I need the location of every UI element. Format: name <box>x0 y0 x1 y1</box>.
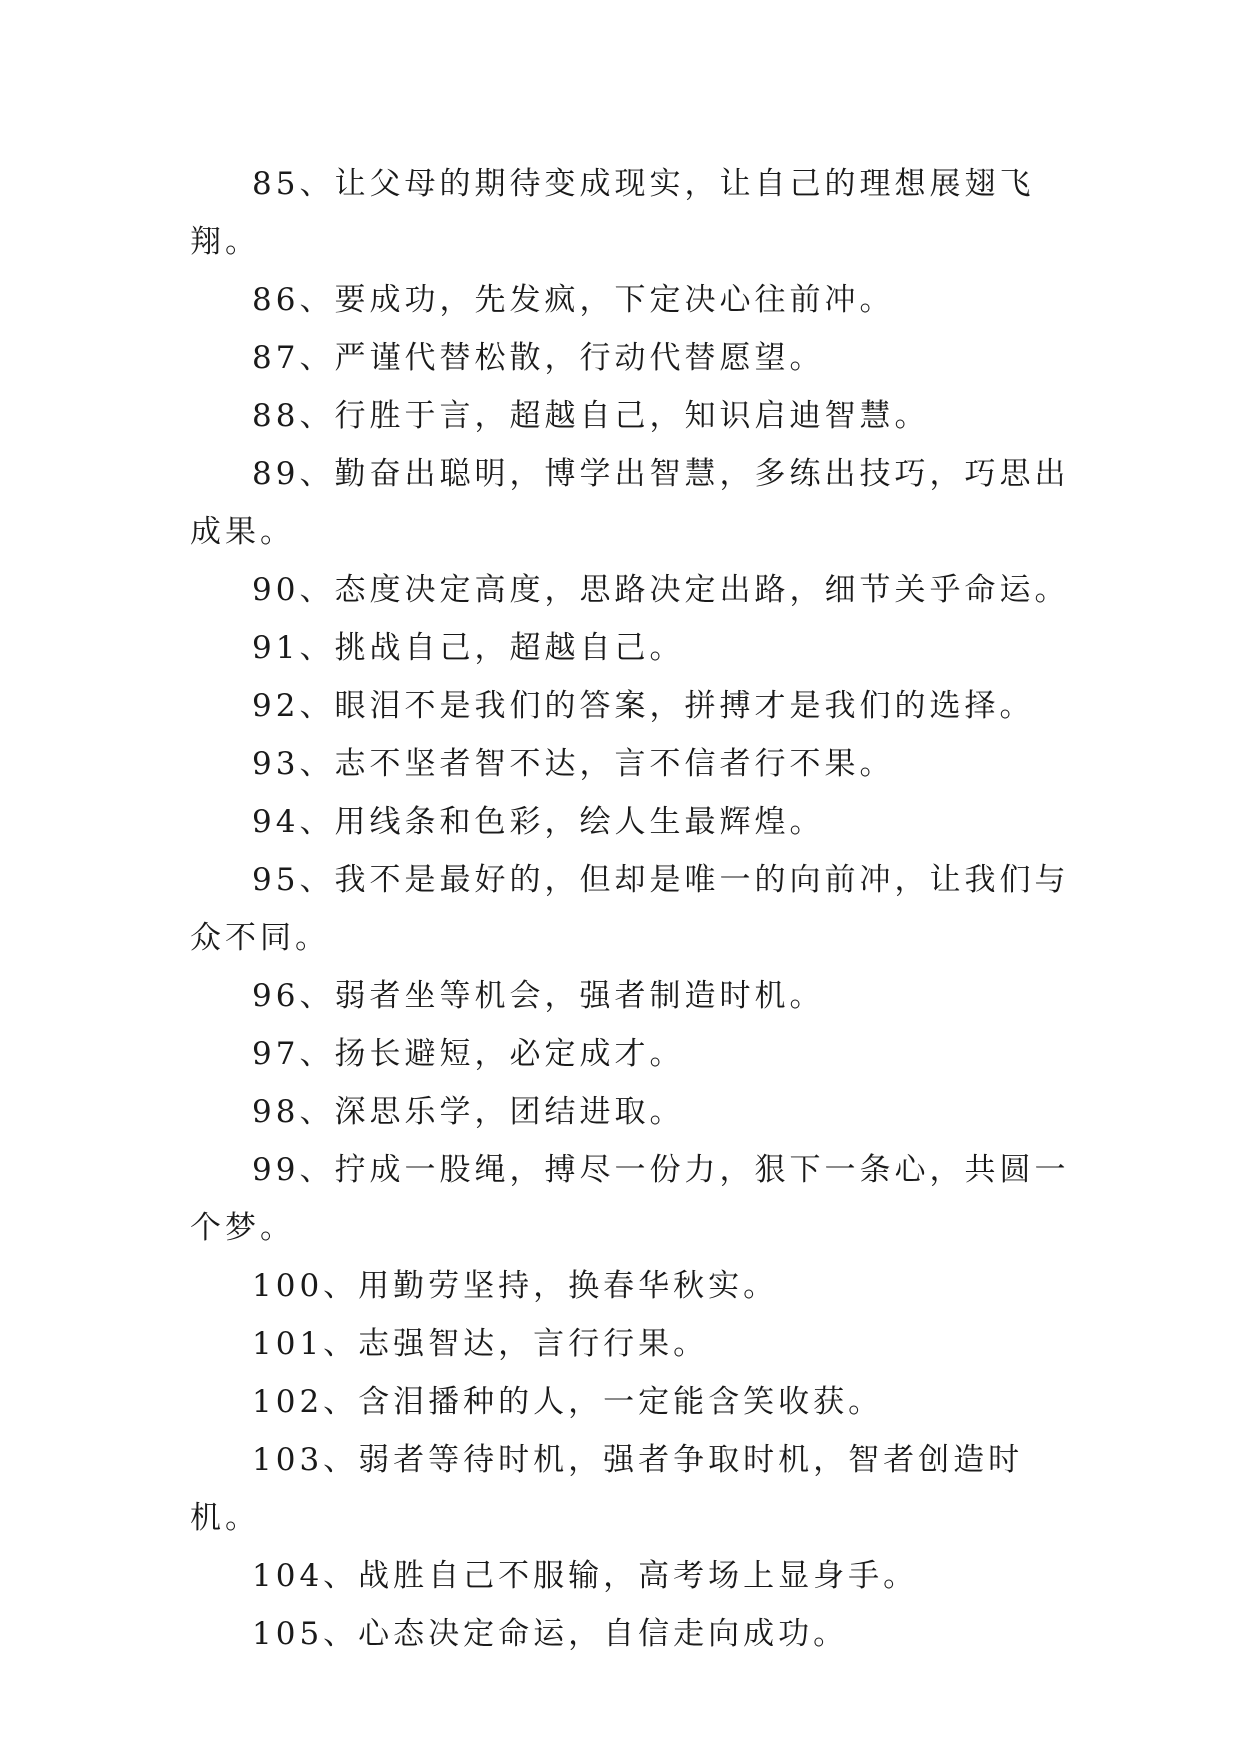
paragraph-87: 87、严谨代替松散，行动代替愿望。 <box>252 340 825 376</box>
paragraph-95: 95、我不是最好的，但却是唯一的向前冲，让我们与众不同。 <box>190 862 1070 956</box>
paragraph-94: 94、用线条和色彩，绘人生最辉煌。 <box>252 804 825 840</box>
paragraph-99: 99、拧成一股绳，搏尽一份力，狠下一条心，共圆一个梦。 <box>190 1152 1070 1246</box>
paragraph-92: 92、眼泪不是我们的答案，拼搏才是我们的选择。 <box>252 688 1035 724</box>
paragraph-88: 88、行胜于言，超越自己，知识启迪智慧。 <box>252 398 930 434</box>
paragraph-86: 86、要成功，先发疯，下定决心往前冲。 <box>252 282 895 318</box>
paragraph-85: 85、让父母的期待变成现实，让自己的理想展翅飞翔。 <box>190 166 1035 260</box>
document-body <box>190 155 1070 1663</box>
paragraph-101: 101、志强智达，言行行果。 <box>252 1326 709 1362</box>
paragraph-96: 96、弱者坐等机会，强者制造时机。 <box>252 978 825 1014</box>
paragraph-100: 100、用勤劳坚持，换春华秋实。 <box>252 1268 779 1304</box>
paragraph-102: 102、含泪播种的人，一定能含笑收获。 <box>252 1384 884 1420</box>
paragraph-90: 90、态度决定高度，思路决定出路，细节关乎命运。 <box>252 572 1070 608</box>
paragraph-93: 93、志不坚者智不达，言不信者行不果。 <box>252 746 895 782</box>
paragraph-103: 103、弱者等待时机，强者争取时机，智者创造时机。 <box>190 1442 1024 1536</box>
paragraph-91: 91、挑战自己，超越自己。 <box>252 630 685 666</box>
paragraph-105: 105、心态决定命运，自信走向成功。 <box>252 1616 849 1652</box>
paragraph-89: 89、勤奋出聪明，博学出智慧，多练出技巧，巧思出成果。 <box>190 456 1070 550</box>
paragraph-104: 104、战胜自己不服输，高考场上显身手。 <box>252 1558 919 1594</box>
paragraph-97: 97、扬长避短，必定成才。 <box>252 1036 685 1072</box>
paragraph-98: 98、深思乐学，团结进取。 <box>252 1094 685 1130</box>
